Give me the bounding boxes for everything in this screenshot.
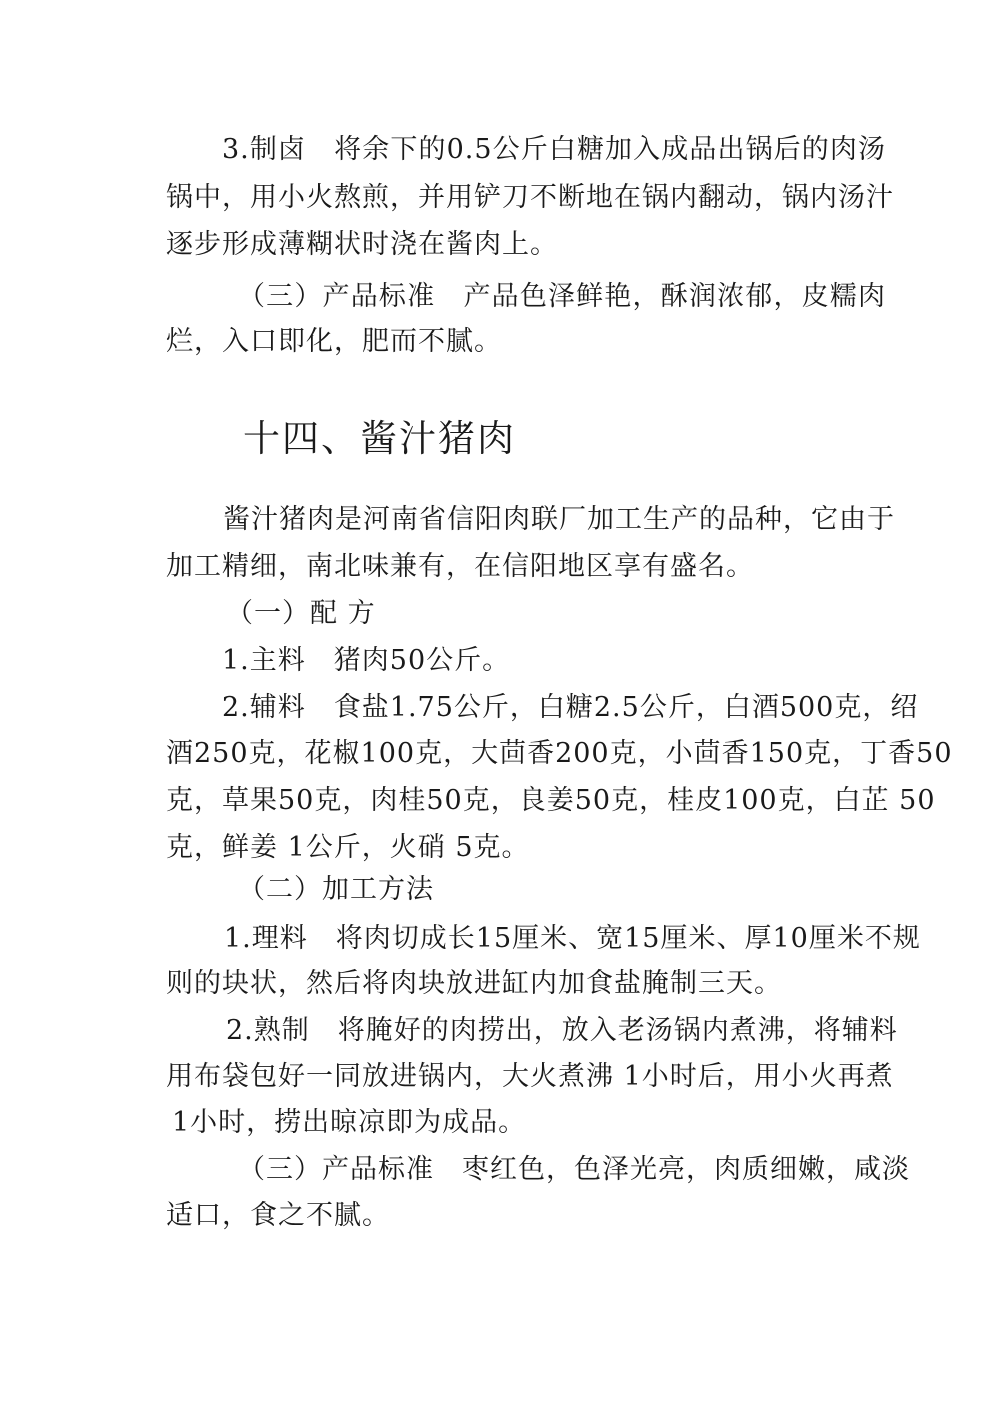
paragraph-line: 1.理料 将肉切成长15厘米、宽15厘米、厚10厘米不规 [224, 923, 921, 954]
paragraph-line: （三）产品标准 枣红色，色泽光亮，肉质细嫩，咸淡 [238, 1154, 910, 1185]
paragraph-line: 逐步形成薄糊状时浇在酱肉上。 [166, 229, 558, 260]
paragraph-line: 锅中，用小火熬煎，并用铲刀不断地在锅内翻动，锅内汤汁 [166, 182, 894, 213]
paragraph-line: 克，鲜姜 1公斤，火硝 5克。 [166, 832, 530, 863]
subsection-heading: （二）加工方法 [238, 874, 434, 905]
section-title: 十四、酱汁猪肉 [243, 417, 516, 460]
paragraph-line: 1.主料 猪肉50公斤。 [222, 645, 511, 676]
paragraph-line: 克，草果50克，肉桂50克，良姜50克，桂皮100克，白芷 50 [166, 785, 936, 816]
paragraph-line: 酱汁猪肉是河南省信阳肉联厂加工生产的品种，它由于 [223, 504, 895, 535]
paragraph-line: 适口，食之不腻。 [166, 1200, 390, 1231]
paragraph-line: 用布袋包好一同放进锅内，大火煮沸 1小时后，用小火再煮 [166, 1061, 894, 1092]
paragraph-line: 酒250克，花椒100克，大茴香200克，小茴香150克，丁香50 [166, 738, 953, 769]
paragraph-line: 加工精细，南北味兼有，在信阳地区享有盛名。 [166, 551, 754, 582]
paragraph-line: 3.制卤 将余下的0.5公斤白糖加入成品出锅后的肉汤 [222, 134, 886, 165]
paragraph-line: 1小时，捞出晾凉即为成品。 [172, 1107, 527, 1138]
paragraph-line: （三）产品标准 产品色泽鲜艳，酥润浓郁，皮糯肉 [238, 281, 886, 312]
paragraph-line: 则的块状，然后将肉块放进缸内加食盐腌制三天。 [166, 968, 782, 999]
subsection-heading: （一）配 方 [226, 598, 376, 629]
paragraph-line: 2.熟制 将腌好的肉捞出，放入老汤锅内煮沸，将辅料 [226, 1015, 898, 1046]
paragraph-line: 2.辅料 食盐1.75公斤，白糖2.5公斤，白酒500克，绍 [222, 692, 919, 723]
paragraph-line: 烂，入口即化，肥而不腻。 [166, 326, 502, 357]
